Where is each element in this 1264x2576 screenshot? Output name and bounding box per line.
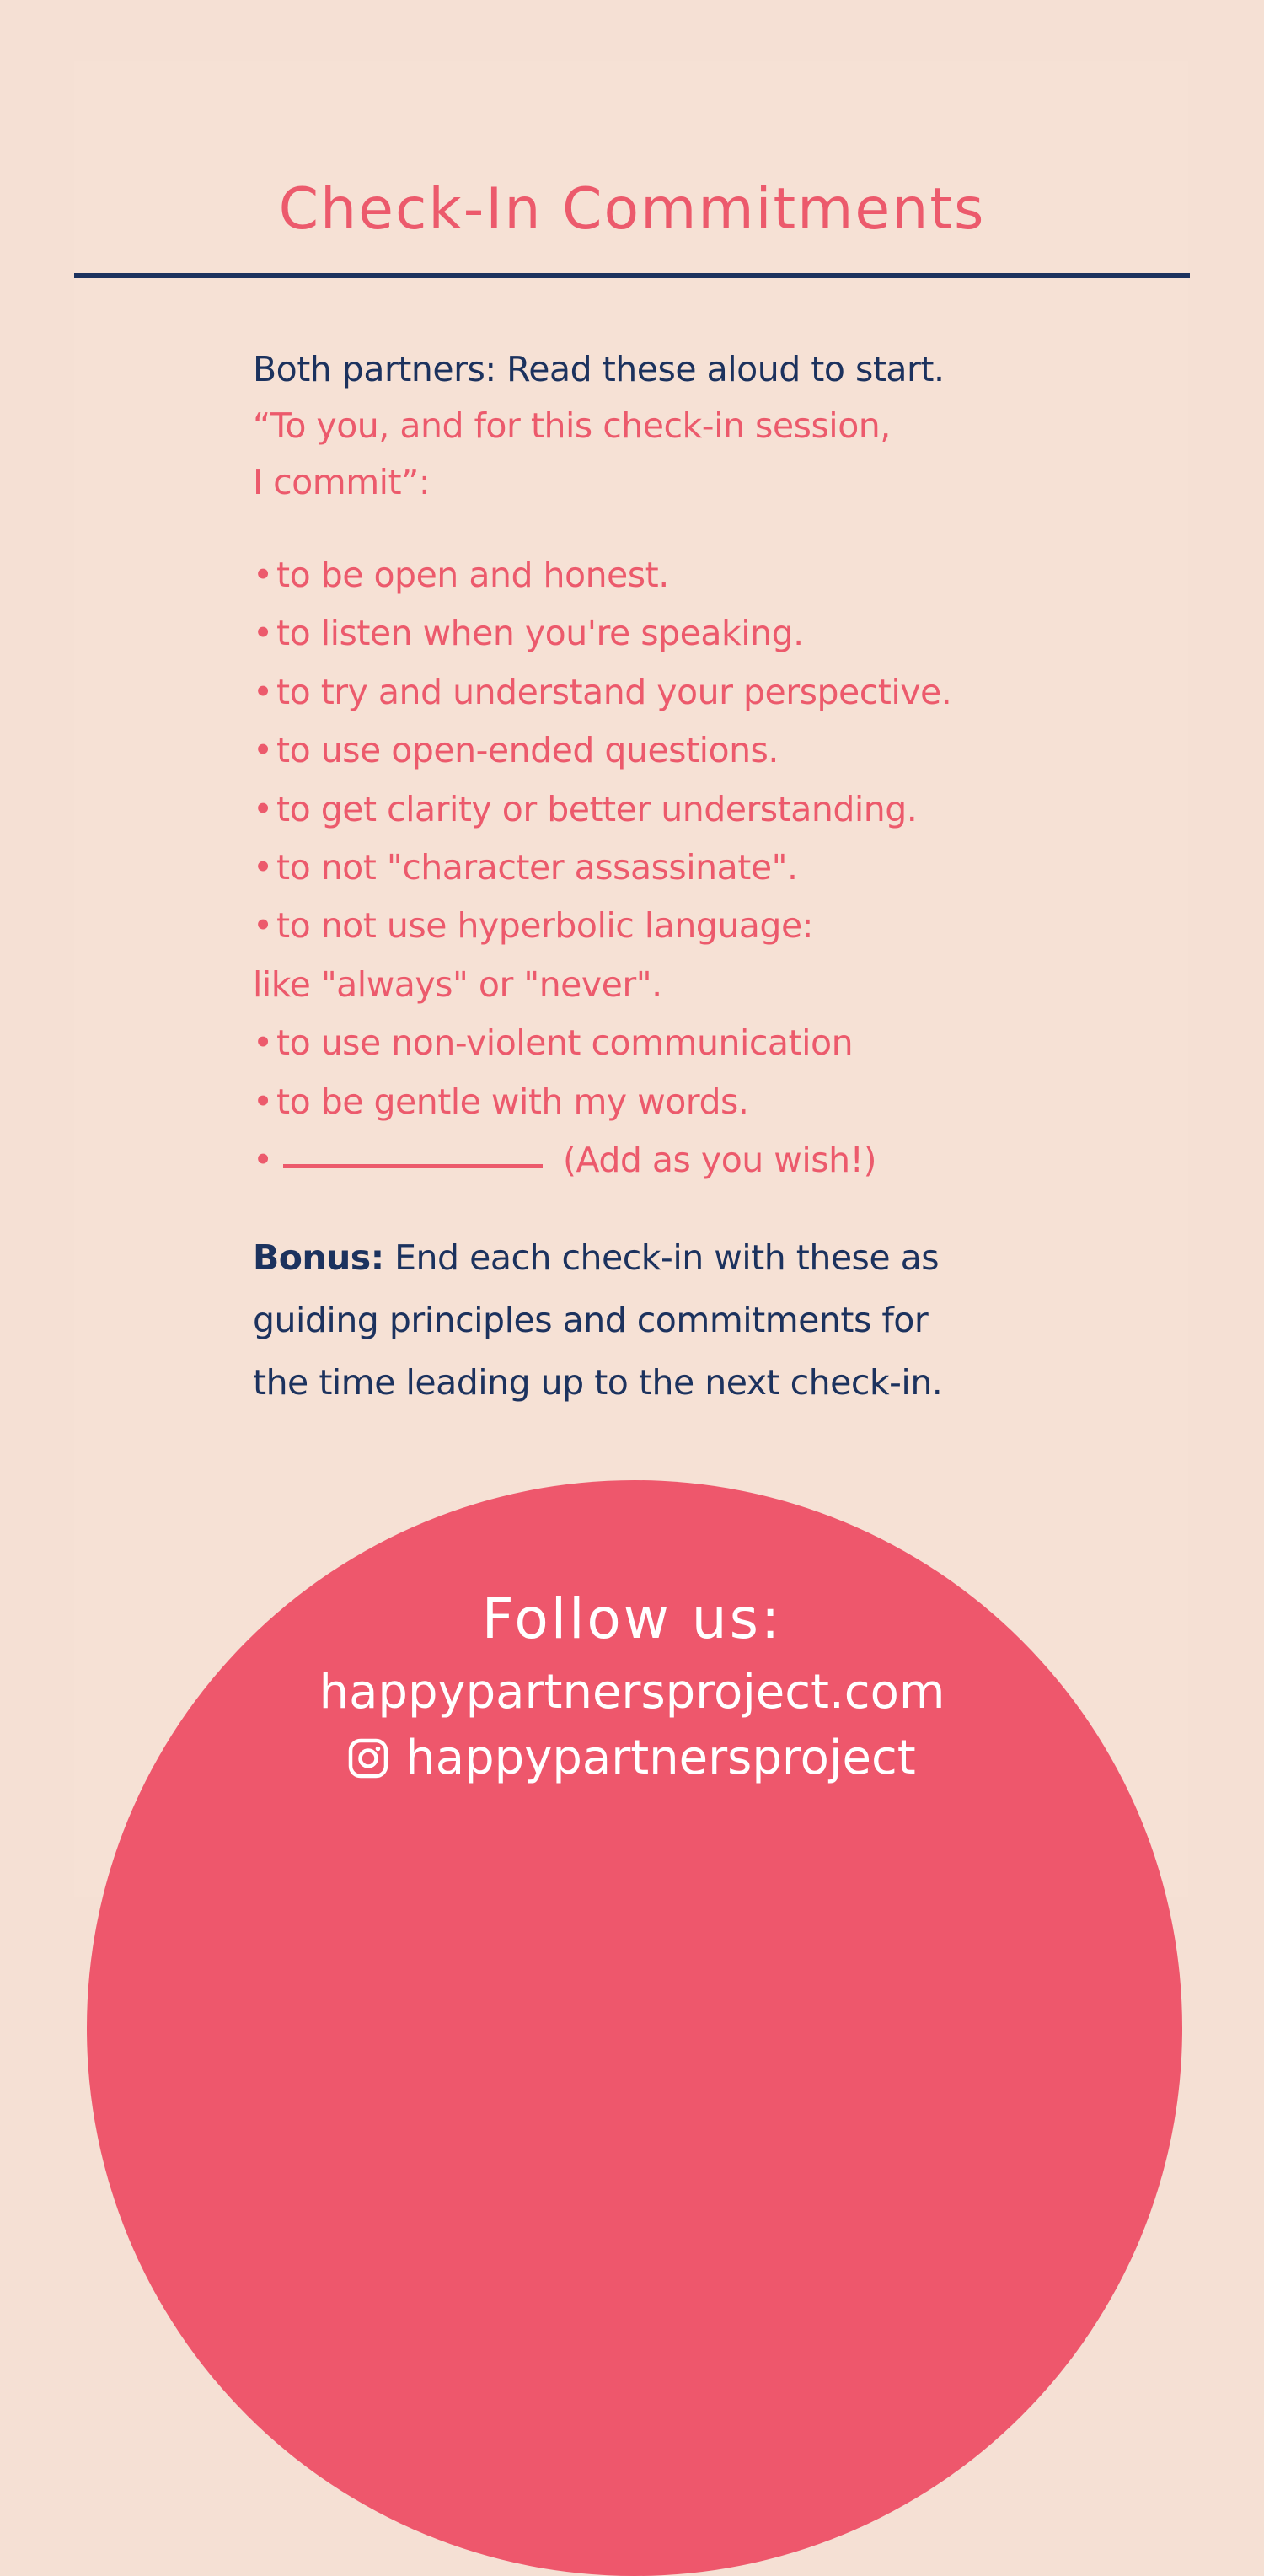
add-as-you-wish-hint: (Add as you wish!) (563, 1140, 876, 1181)
commitment-item (253, 604, 1095, 663)
bullet-mark: • (253, 1022, 273, 1064)
page-title: Check-In Commitments (278, 176, 986, 243)
commitment-text: to use open-ended questions. (276, 730, 779, 771)
commitment-item (253, 897, 1095, 955)
custom-commitment-item (253, 1131, 1095, 1189)
commitment-item (253, 722, 1095, 780)
commitment-text: to listen when you're speaking. (276, 613, 804, 654)
commitments-content (253, 341, 1095, 1414)
bullet-mark: • (253, 905, 273, 947)
commitment-list (253, 546, 1095, 1189)
commitment-item (253, 1014, 1095, 1072)
bullet-mark: • (253, 671, 273, 712)
bullet-mark: • (253, 788, 273, 829)
commitment-text: to be gentle with my words. (276, 1081, 749, 1122)
commitment-text: to use non-violent communication (276, 1022, 854, 1064)
commitment-text: to not "character assassinate". (276, 847, 798, 888)
bullet-mark: • (253, 1140, 273, 1181)
bullet-mark: • (253, 730, 273, 771)
commitment-text: to try and understand your perspective. (276, 671, 952, 712)
instagram-link[interactable] (0, 1725, 1264, 1792)
bonus-label: Bonus: (253, 1237, 384, 1279)
bullet-mark: • (253, 847, 273, 888)
commitment-text: to be open and honest. (276, 555, 669, 595)
bonus-text-line-2: guiding principles and commitments for (253, 1300, 929, 1341)
commitment-item (253, 546, 1095, 604)
intro-quote-line-1: “To you, and for this check-in session, (253, 405, 891, 446)
instagram-icon (348, 1730, 388, 1770)
fill-in-blank-line (283, 1164, 543, 1168)
commitment-item (253, 663, 1095, 722)
commitment-item (253, 781, 1095, 839)
website-link[interactable]: happypartnersproject.com (319, 1665, 945, 1720)
intro-quote-line-2: I commit”: (253, 462, 431, 502)
bullet-mark: • (253, 555, 273, 595)
title-divider (74, 273, 1190, 278)
commitment-item (253, 839, 1095, 897)
follow-us-heading: Follow us: (481, 1586, 783, 1651)
commitment-text: to get clarity or better understanding. (276, 788, 918, 829)
commitment-item (253, 1073, 1095, 1131)
intro-heading: Both partners: Read these aloud to start. (253, 349, 945, 389)
bonus-paragraph (253, 1226, 1095, 1414)
commitment-text: to not use hyperbolic language: (276, 905, 813, 947)
instagram-handle: happypartnersproject (405, 1731, 916, 1785)
bullet-mark: • (253, 613, 273, 654)
commitment-continuation: like "always" or "never". (253, 963, 662, 1005)
bonus-text-line-1: End each check-in with these as (383, 1237, 940, 1279)
bullet-mark: • (253, 1081, 273, 1122)
bonus-text-line-3: the time leading up to the next check-in. (253, 1362, 943, 1403)
